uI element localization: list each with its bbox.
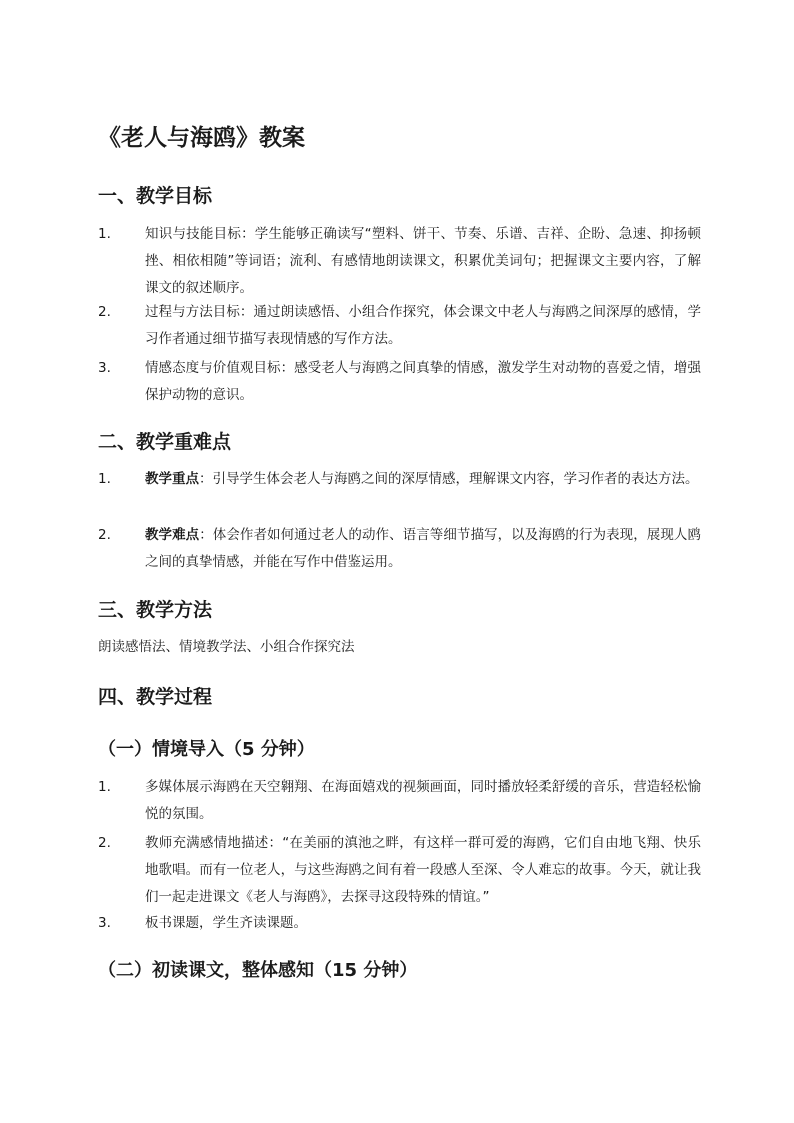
list-item-text: [145, 522, 701, 576]
section-heading-objectives: 一、教学目标: [98, 185, 213, 207]
key-point-label: 教学重点: [145, 471, 199, 487]
list-item-text: 教师充满感情地描述：“在美丽的滇池之畔，有这样一群可爱的海鸥，它们自由地飞翔、快乐地歌唱。而有一位老人，与这些海鸥之间有着一段感人至深、令人难忘的故事。今天，就让我们一起走进课文《老人与海鸥》，去探寻这段特殊的情谊。”: [145, 835, 701, 905]
difficulty-label: 教学难点: [145, 527, 200, 543]
list-number: 1.: [98, 226, 111, 242]
subsection-heading-first-reading: （二）初读课文，整体感知（15 分钟）: [98, 960, 418, 981]
section-heading-methods: 三、教学方法: [98, 599, 213, 621]
list-number: 1.: [98, 471, 111, 487]
list-number: 2.: [98, 527, 111, 543]
key-point-text: ：引导学生体会老人与海鸥之间的深厚情感，理解课文内容，学习作者的表达方法。: [199, 471, 699, 487]
list-number: 2.: [98, 835, 111, 851]
list-item-text: 过程与方法目标：通过朗读感悟、小组合作探究，体会课文中老人与海鸥之间深厚的感情，学习作者通过细节描写表现情感的写作方法。: [145, 304, 701, 347]
list-number: 1.: [98, 779, 111, 795]
list-item-text: 板书课题，学生齐读课题。: [145, 915, 307, 931]
methods-paragraph: 朗读感悟法、情境教学法、小组合作探究法: [98, 639, 355, 655]
list-number: 3.: [98, 915, 111, 931]
section-heading-process: 四、教学过程: [98, 686, 213, 708]
document-title: 《老人与海鸥》教案: [98, 125, 305, 151]
list-item-text: 多媒体展示海鸥在天空翱翔、在海面嬉戏的视频画面，同时播放轻柔舒缓的音乐，营造轻松愉悦的氛围。: [145, 779, 701, 822]
list-item-text: 知识与技能目标：学生能够正确读写“塑料、饼干、节奏、乐谱、吉祥、企盼、急速、抑扬顿挫、相依相随”等词语；流利、有感情地朗读课文，积累优美词句；把握课文主要内容，了解课文的叙述顺序。: [145, 226, 701, 296]
subsection-heading-intro: （一）情境导入（5 分钟）: [98, 739, 315, 760]
list-item-text: [145, 466, 701, 493]
list-number: 3.: [98, 360, 111, 376]
list-item-text: 情感态度与价值观目标：感受老人与海鸥之间真挚的情感，激发学生对动物的喜爱之情，增强保护动物的意识。: [145, 360, 701, 403]
difficulty-text: ：体会作者如何通过老人的动作、语言等细节描写，以及海鸥的行为表现，展现人鸥之间的真挚情感，并能在写作中借鉴运用。: [145, 527, 701, 570]
list-number: 2.: [98, 304, 111, 320]
section-heading-key-points: 二、教学重难点: [98, 431, 232, 453]
